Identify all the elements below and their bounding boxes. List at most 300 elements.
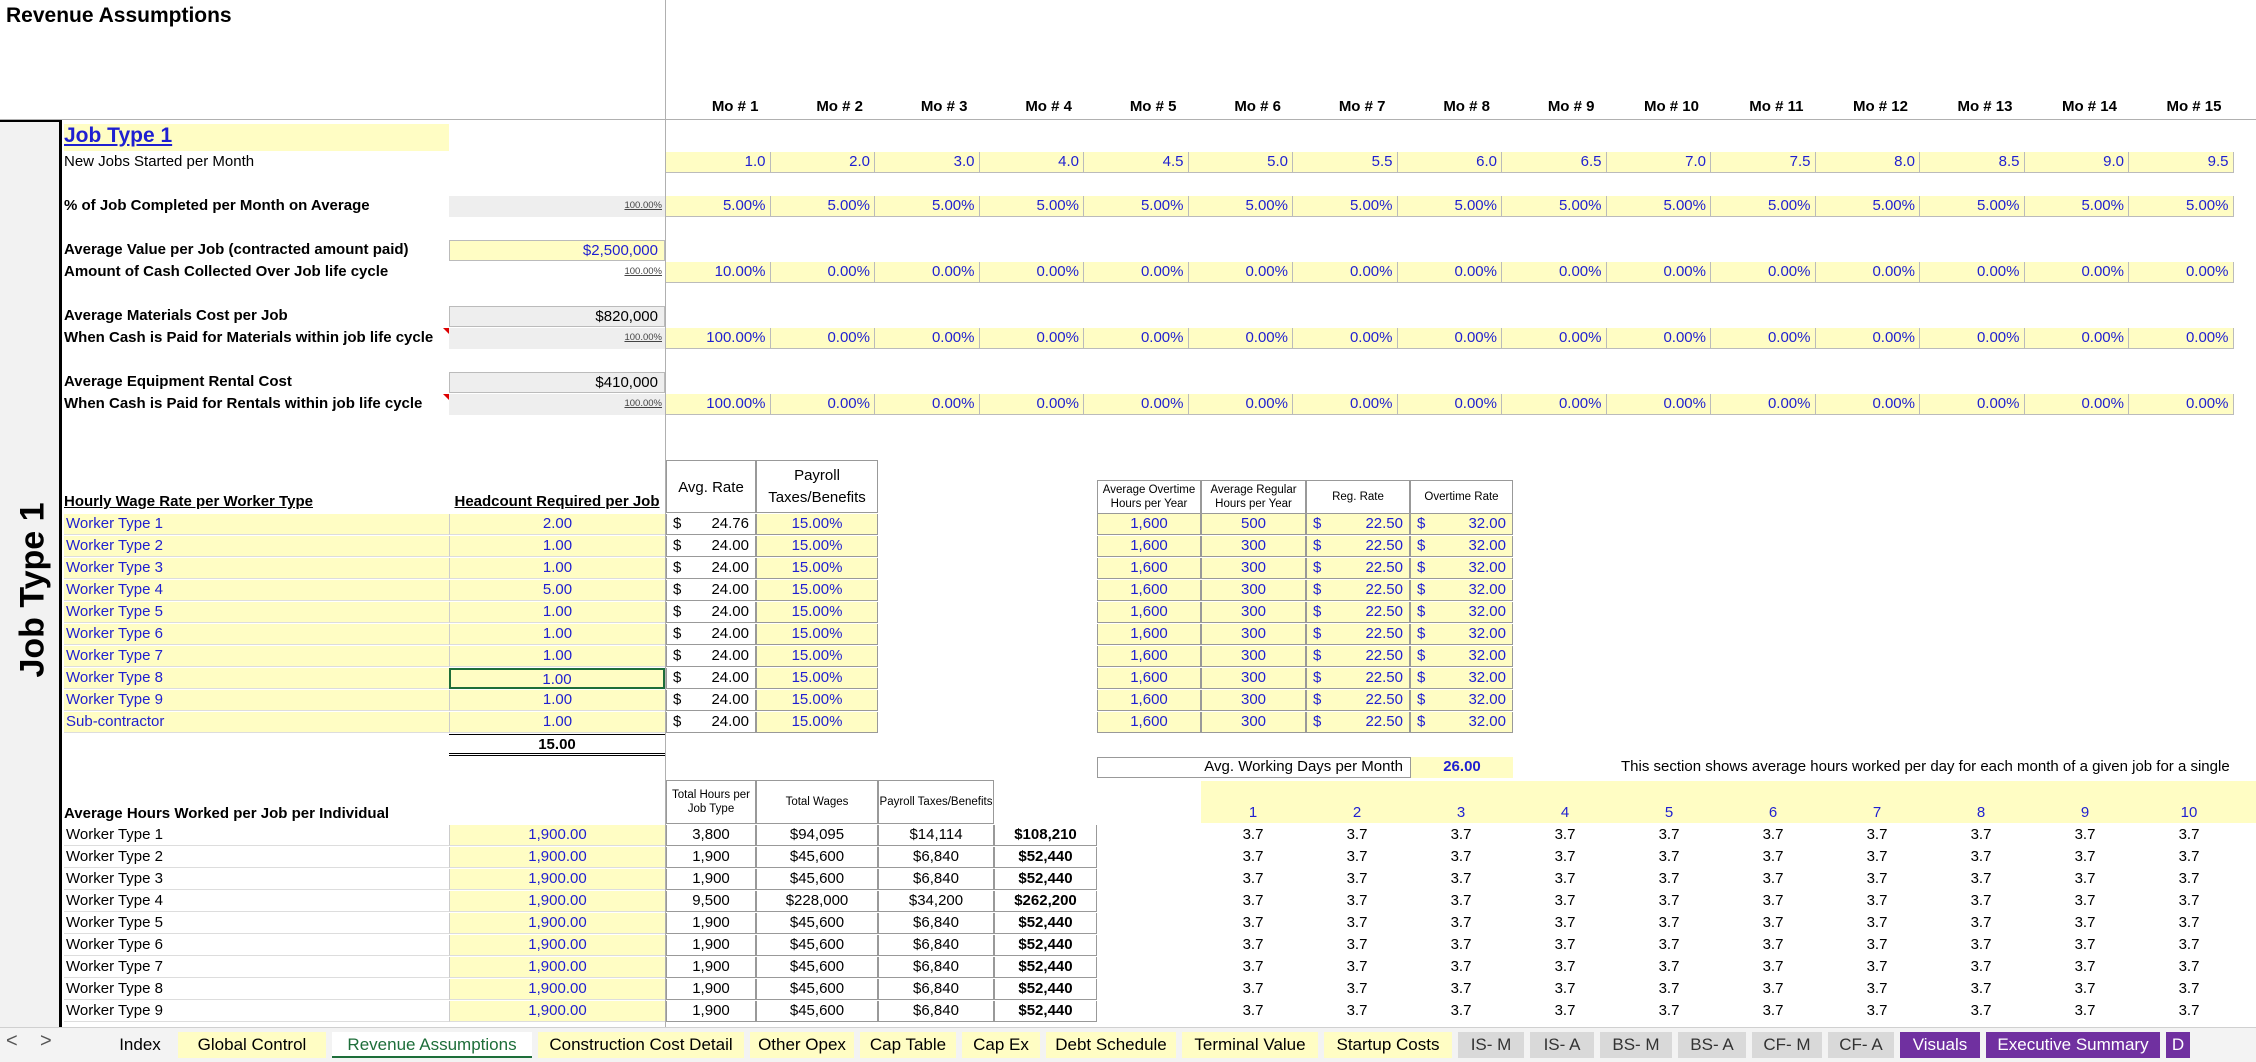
hours-worker-name: Worker Type 4 (64, 891, 449, 912)
sheet-tab[interactable]: Debt Schedule (1046, 1032, 1176, 1058)
hours-worker-name: Worker Type 6 (64, 935, 449, 956)
currency-symbol: $ (1417, 603, 1426, 620)
next-sheet-arrow[interactable]: > (40, 1030, 52, 1052)
cash-collected-cell[interactable]: 0.00% (771, 262, 876, 283)
daily-hours-cell: 3.7 (1866, 1002, 1888, 1019)
sheet-tab[interactable]: CF- M (1752, 1032, 1822, 1058)
sheet-tab[interactable]: Startup Costs (1324, 1032, 1452, 1058)
daily-hours-cell: 3.7 (1970, 958, 1992, 975)
sheet-tab[interactable]: BS- A (1678, 1032, 1746, 1058)
month-number: 9 (2080, 804, 2090, 821)
daily-hours-cell: 3.7 (2074, 1002, 2096, 1019)
overtime-rate-input[interactable] (1410, 624, 1513, 645)
materials-paid-cell[interactable]: 0.00% (1398, 328, 1503, 349)
month-header: Mo # 9 (1547, 98, 1595, 115)
daily-hours-cell: 3.7 (1554, 870, 1576, 887)
pct-completed-cell[interactable]: 5.00% (1920, 196, 2025, 217)
materials-paid-cell[interactable]: 0.00% (1816, 328, 1921, 349)
overtime-rate-input[interactable] (1410, 668, 1513, 689)
daily-hours-cell: 3.7 (1346, 1002, 1368, 1019)
new-jobs-cell[interactable]: 4.5 (1084, 152, 1189, 173)
currency-symbol: $ (1313, 559, 1322, 576)
pct-completed-cell[interactable]: 5.00% (1084, 196, 1189, 217)
daily-hours-cell: 3.7 (1970, 1002, 1992, 1019)
cash-collected-cell[interactable]: 0.00% (1293, 262, 1398, 283)
rentals-paid-cell[interactable]: 0.00% (1607, 394, 1712, 415)
new-jobs-cell[interactable]: 8.5 (1920, 152, 2025, 173)
avg-rate-cell (666, 646, 756, 667)
currency-symbol: $ (673, 713, 682, 730)
cash-collected-cell[interactable]: 0.00% (2129, 262, 2234, 283)
new-jobs-cell[interactable]: 9.5 (2129, 152, 2234, 173)
overtime-rate-input[interactable] (1410, 712, 1513, 733)
month-header: Mo # 3 (920, 98, 968, 115)
month-header: Mo # 13 (1957, 98, 2013, 115)
materials-paid-cell[interactable]: 0.00% (1084, 328, 1189, 349)
sheet-tab[interactable]: BS- M (1600, 1032, 1672, 1058)
daily-hours-cell: 3.7 (1346, 936, 1368, 953)
reg-rate-input[interactable] (1306, 668, 1410, 689)
payroll-header: Payroll Taxes/Benefits (756, 460, 878, 513)
daily-hours-cell: 3.7 (1866, 980, 1888, 997)
reg-rate-value: 22.50 (1365, 669, 1403, 686)
avg-rate-value: 24.00 (711, 669, 749, 686)
overtime-hours-input[interactable]: 1,600 (1097, 536, 1201, 557)
regular-hours-input[interactable]: 300 (1201, 558, 1306, 579)
cash-collected-cell[interactable]: 10.00% (666, 262, 771, 283)
avg-hours-input[interactable]: 1,900.00 (449, 847, 665, 868)
cash-collected-cell[interactable]: 0.00% (1502, 262, 1607, 283)
comment-marker[interactable] (443, 328, 449, 334)
worker-type-name[interactable]: Worker Type 2 (64, 536, 449, 557)
avg-hours-input[interactable]: 1,900.00 (449, 913, 665, 934)
daily-hours-cell: 3.7 (1762, 870, 1784, 887)
currency-symbol: $ (1417, 559, 1426, 576)
payroll-input[interactable]: 15.00% (756, 514, 878, 535)
sheet-tab[interactable]: IS- A (1530, 1032, 1594, 1058)
job-heading-link[interactable]: Job Type 1 (64, 124, 173, 147)
regular-hours-input[interactable]: 300 (1201, 602, 1306, 623)
payroll-input[interactable]: 15.00% (756, 580, 878, 601)
avg-hours-input[interactable]: 1,900.00 (449, 957, 665, 978)
headcount-input[interactable]: 1.00 (449, 624, 665, 645)
new-jobs-cell[interactable]: 6.5 (1502, 152, 1607, 173)
headcount-input[interactable]: 1.00 (449, 668, 665, 689)
regular-hours-input[interactable]: 300 (1201, 624, 1306, 645)
pct-completed-cell[interactable]: 5.00% (1293, 196, 1398, 217)
prev-sheet-arrow[interactable]: < (6, 1030, 18, 1052)
daily-hours-cell: 3.7 (1762, 914, 1784, 931)
payroll-input[interactable]: 15.00% (756, 712, 878, 733)
materials-paid-cell[interactable]: 0.00% (980, 328, 1085, 349)
rentals-paid-cell[interactable]: 0.00% (875, 394, 980, 415)
payroll-input[interactable]: 15.00% (756, 602, 878, 623)
avg-rate-value: 24.00 (711, 581, 749, 598)
avg-value-label: Average Value per Job (contracted amount paid) (64, 241, 409, 258)
total-hours-cell: 9,500 (666, 891, 756, 912)
overtime-hours-input[interactable]: 1,600 (1097, 558, 1201, 579)
pct-completed-cell[interactable]: 5.00% (1398, 196, 1503, 217)
new-jobs-cell[interactable]: 2.0 (771, 152, 876, 173)
daily-hours-cell: 3.7 (1554, 980, 1576, 997)
cash-collected-label: Amount of Cash Collected Over Job life cycle (64, 263, 389, 280)
materials-paid-cell[interactable]: 0.00% (771, 328, 876, 349)
reg-rate-value: 22.50 (1365, 625, 1403, 642)
avg-rate-value: 24.00 (711, 647, 749, 664)
reg-rate-input[interactable] (1306, 712, 1410, 733)
overtime-rate-input[interactable] (1410, 514, 1513, 535)
headcount-input[interactable]: 1.00 (449, 690, 665, 711)
daily-hours-cell: 3.7 (1762, 936, 1784, 953)
new-jobs-label: New Jobs Started per Month (64, 153, 255, 170)
total-cost-cell: $52,440 (994, 1001, 1097, 1022)
reg-rate-value: 22.50 (1365, 647, 1403, 664)
new-jobs-cell[interactable]: 7.5 (1711, 152, 1816, 173)
daily-hours-cell: 3.7 (1970, 870, 1992, 887)
payroll-cost-cell: $34,200 (878, 891, 994, 912)
overtime-hours-input[interactable]: 1,600 (1097, 514, 1201, 535)
daily-hours-cell: 3.7 (1554, 914, 1576, 931)
pct-completed-cell[interactable]: 5.00% (666, 196, 771, 217)
regular-hours-input[interactable]: 500 (1201, 514, 1306, 535)
regular-hours-input[interactable]: 300 (1201, 668, 1306, 689)
overtime-rate-input[interactable] (1410, 536, 1513, 557)
rentals-paid-cell[interactable]: 0.00% (1293, 394, 1398, 415)
daily-hours-cell: 3.7 (1554, 1002, 1576, 1019)
rentals-paid-cell[interactable]: 0.00% (1189, 394, 1294, 415)
headcount-input[interactable]: 2.00 (449, 514, 665, 535)
currency-symbol: $ (673, 581, 682, 598)
daily-hours-cell: 3.7 (1450, 848, 1472, 865)
avg-rate-cell (666, 690, 756, 711)
currency-symbol: $ (673, 537, 682, 554)
avg-rate-value: 24.00 (711, 603, 749, 620)
overtime-hours-input[interactable]: 1,600 (1097, 602, 1201, 623)
cash-collected-cell[interactable]: 0.00% (1084, 262, 1189, 283)
pct-completed-cell[interactable]: 5.00% (1189, 196, 1294, 217)
section-note: This section shows average hours worked per day for each month of a given job for a single (1621, 758, 2230, 775)
worker-type-name[interactable]: Worker Type 4 (64, 580, 449, 601)
overtime-hours-input[interactable]: 1,600 (1097, 668, 1201, 689)
reg-rate-input[interactable] (1306, 624, 1410, 645)
overtime-rate-input[interactable] (1410, 580, 1513, 601)
worker-type-name[interactable]: Worker Type 1 (64, 514, 449, 535)
worker-type-name[interactable]: Worker Type 3 (64, 558, 449, 579)
materials-paid-cell[interactable]: 100.00% (666, 328, 771, 349)
daily-hours-cell: 3.7 (1450, 914, 1472, 931)
cash-collected-cell[interactable]: 0.00% (1607, 262, 1712, 283)
equipment-cost-value: $410,000 (449, 372, 665, 393)
cash-collected-cell[interactable]: 0.00% (1189, 262, 1294, 283)
overtime-hours-input[interactable]: 1,600 (1097, 646, 1201, 667)
hours-worker-name: Worker Type 5 (64, 913, 449, 934)
avg-rate-cell (666, 580, 756, 601)
rentals-paid-label: When Cash is Paid for Rentals within job life cycle (64, 395, 423, 412)
cash-collected-cell[interactable]: 0.00% (875, 262, 980, 283)
materials-cost-label: Average Materials Cost per Job (64, 307, 288, 324)
sheet-title: Revenue Assumptions (6, 4, 232, 27)
currency-symbol: $ (673, 625, 682, 642)
total-hours-cell: 1,900 (666, 979, 756, 1000)
working-days-input[interactable]: 26.00 (1410, 757, 1513, 778)
new-jobs-cell[interactable]: 7.0 (1607, 152, 1712, 173)
payroll-input[interactable]: 15.00% (756, 690, 878, 711)
materials-paid-cell[interactable]: 0.00% (875, 328, 980, 349)
currency-symbol: $ (1313, 515, 1322, 532)
total-wages-cell: $45,600 (756, 847, 878, 868)
materials-paid-cell[interactable]: 0.00% (2025, 328, 2130, 349)
rentals-paid-cell[interactable]: 0.00% (1502, 394, 1607, 415)
side-label: Job Type 1 (13, 502, 52, 678)
reg-rate-input[interactable] (1306, 646, 1410, 667)
overtime-rate-value: 32.00 (1468, 647, 1506, 664)
rentals-paid-cell[interactable]: 0.00% (771, 394, 876, 415)
daily-hours-cell: 3.7 (2178, 958, 2200, 975)
materials-paid-cell[interactable]: 0.00% (1711, 328, 1816, 349)
worker-type-name[interactable]: Worker Type 8 (64, 668, 449, 689)
month-header: Mo # 8 (1443, 98, 1490, 115)
currency-symbol: $ (1313, 669, 1322, 686)
cash-collected-cell[interactable]: 0.00% (1816, 262, 1921, 283)
rentals-paid-cell[interactable]: 0.00% (1084, 394, 1189, 415)
avg-hours-input[interactable]: 1,900.00 (449, 979, 665, 1000)
materials-paid-cell[interactable]: 0.00% (1502, 328, 1607, 349)
sheet-tab[interactable]: Cap Table (860, 1032, 956, 1058)
new-jobs-cell[interactable]: 3.0 (875, 152, 980, 173)
cash-collected-cell[interactable]: 0.00% (1920, 262, 2025, 283)
rentals-paid-cell[interactable]: 0.00% (1711, 394, 1816, 415)
daily-hours-cell: 3.7 (1970, 892, 1992, 909)
reg-rate-input[interactable] (1306, 558, 1410, 579)
avg-rate-value: 24.00 (711, 625, 749, 642)
new-jobs-cell[interactable]: 8.0 (1816, 152, 1921, 173)
pct-completed-cell[interactable]: 5.00% (1502, 196, 1607, 217)
rentals-paid-cell[interactable]: 0.00% (2129, 394, 2234, 415)
sheet-tab[interactable]: Executive Summary (1986, 1032, 2160, 1058)
month-number: 4 (1560, 804, 1570, 821)
rentals-paid-cell[interactable]: 0.00% (980, 394, 1085, 415)
pct-completed-cell[interactable]: 5.00% (1711, 196, 1816, 217)
overtime-hours-input[interactable]: 1,600 (1097, 690, 1201, 711)
currency-symbol: $ (1313, 581, 1322, 598)
sheet-tab[interactable]: Cap Ex (962, 1032, 1040, 1058)
pct-completed-cell[interactable]: 5.00% (2025, 196, 2130, 217)
new-jobs-cell[interactable]: 9.0 (2025, 152, 2130, 173)
month-number: 8 (1976, 804, 1986, 821)
currency-symbol: $ (1417, 515, 1426, 532)
currency-symbol: $ (1417, 669, 1426, 686)
month-header: Mo # 12 (1852, 98, 1908, 115)
rentals-paid-cell[interactable]: 0.00% (1816, 394, 1921, 415)
hours-header: Total Wages (756, 780, 878, 824)
pct-completed-cell[interactable]: 5.00% (2129, 196, 2234, 217)
currency-symbol: $ (673, 559, 682, 576)
headcount-input[interactable]: 1.00 (449, 712, 665, 733)
avg-hours-input[interactable]: 1,900.00 (449, 1001, 665, 1022)
cash-collected-cell[interactable]: 0.00% (1711, 262, 1816, 283)
currency-symbol: $ (1313, 713, 1322, 730)
reg-rate-input[interactable] (1306, 536, 1410, 557)
daily-hours-cell: 3.7 (2178, 936, 2200, 953)
working-days-label: Avg. Working Days per Month (1204, 758, 1403, 775)
materials-paid-cell[interactable]: 0.00% (1607, 328, 1712, 349)
reg-rate-input[interactable] (1306, 690, 1410, 711)
daily-hours-cell: 3.7 (2074, 936, 2096, 953)
daily-hours-cell: 3.7 (1658, 826, 1680, 843)
month-header: Mo # 6 (1234, 98, 1281, 115)
regular-hours-input[interactable]: 300 (1201, 646, 1306, 667)
regular-hours-input[interactable]: 300 (1201, 712, 1306, 733)
cash-collected-cell[interactable]: 0.00% (1398, 262, 1503, 283)
daily-hours-cell: 3.7 (1970, 980, 1992, 997)
headcount-input[interactable]: 1.00 (449, 536, 665, 557)
worker-type-name[interactable]: Sub-contractor (64, 712, 449, 733)
new-jobs-cell[interactable]: 5.5 (1293, 152, 1398, 173)
hours-worker-name: Worker Type 2 (64, 847, 449, 868)
payroll-input[interactable]: 15.00% (756, 668, 878, 689)
month-number: 6 (1768, 804, 1778, 821)
currency-symbol: $ (1417, 581, 1426, 598)
currency-symbol: $ (1313, 647, 1322, 664)
payroll-input[interactable]: 15.00% (756, 558, 878, 579)
total-wages-cell: $45,600 (756, 957, 878, 978)
daily-hours-cell: 3.7 (1658, 936, 1680, 953)
daily-hours-cell: 3.7 (1346, 958, 1368, 975)
overtime-rate-value: 32.00 (1468, 515, 1506, 532)
equipment-cost-label: Average Equipment Rental Cost (64, 373, 292, 390)
daily-hours-cell: 3.7 (1554, 958, 1576, 975)
rentals-paid-cell[interactable]: 0.00% (2025, 394, 2130, 415)
pct-completed-cell[interactable]: 5.00% (980, 196, 1085, 217)
avg-rate-cell (666, 624, 756, 645)
overtime-rate-input[interactable] (1410, 558, 1513, 579)
overtime-rate-value: 32.00 (1468, 559, 1506, 576)
headcount-input[interactable]: 1.00 (449, 646, 665, 667)
daily-hours-cell: 3.7 (1866, 848, 1888, 865)
overtime-rate-input[interactable] (1410, 646, 1513, 667)
reg-rate-input[interactable] (1306, 514, 1410, 535)
materials-paid-cell[interactable]: 0.00% (1189, 328, 1294, 349)
currency-symbol: $ (1417, 713, 1426, 730)
month-header: Mo # 1 (711, 98, 759, 115)
overtime-hours-input[interactable]: 1,600 (1097, 624, 1201, 645)
sheet-tab[interactable]: D (2166, 1032, 2190, 1058)
month-header: Mo # 5 (1129, 98, 1177, 115)
cash-collected-cell[interactable]: 0.00% (2025, 262, 2130, 283)
new-jobs-cell[interactable]: 1.0 (666, 152, 771, 173)
avg-hours-input[interactable]: 1,900.00 (449, 869, 665, 890)
avg-hours-input[interactable]: 1,900.00 (449, 825, 665, 846)
sheet-tab[interactable]: Revenue Assumptions (332, 1032, 532, 1058)
regular-hours-input[interactable]: 300 (1201, 580, 1306, 601)
currency-symbol: $ (1417, 691, 1426, 708)
overtime-rate-input[interactable] (1410, 602, 1513, 623)
headcount-input[interactable]: 5.00 (449, 580, 665, 601)
sheet-tab[interactable]: Global Control (178, 1032, 326, 1058)
materials-paid-cell[interactable]: 0.00% (1920, 328, 2025, 349)
reg-rate-value: 22.50 (1365, 515, 1403, 532)
total-hours-cell: 1,900 (666, 957, 756, 978)
sheet-tab[interactable]: Index (119, 1035, 161, 1054)
sheet-tab[interactable]: Terminal Value (1182, 1032, 1318, 1058)
total-hours-cell: 1,900 (666, 847, 756, 868)
overtime-rate-value: 32.00 (1468, 625, 1506, 642)
rentals-paid-cell[interactable]: 0.00% (1398, 394, 1503, 415)
overtime-header: Reg. Rate (1306, 480, 1410, 514)
pct-completed-cell[interactable]: 5.00% (875, 196, 980, 217)
month-header: Mo # 11 (1749, 98, 1804, 115)
payroll-input[interactable]: 15.00% (756, 624, 878, 645)
sheet-tab-bar (0, 1027, 2256, 1062)
daily-hours-cell: 3.7 (1554, 848, 1576, 865)
pct-completed-cell[interactable]: 5.00% (771, 196, 876, 217)
reg-rate-input[interactable] (1306, 580, 1410, 601)
avg-rate-value: 24.00 (711, 691, 749, 708)
sheet-tab[interactable]: Visuals (1900, 1032, 1980, 1058)
daily-hours-cell: 3.7 (2074, 870, 2096, 887)
new-jobs-cell[interactable]: 5.0 (1189, 152, 1294, 173)
headcount-input[interactable]: 1.00 (449, 602, 665, 623)
worker-type-name[interactable]: Worker Type 6 (64, 624, 449, 645)
materials-paid-cell[interactable]: 0.00% (1293, 328, 1398, 349)
regular-hours-input[interactable]: 300 (1201, 536, 1306, 557)
new-jobs-cell[interactable]: 4.0 (980, 152, 1085, 173)
daily-hours-cell: 3.7 (1762, 892, 1784, 909)
daily-hours-cell: 3.7 (2074, 958, 2096, 975)
headcount-input[interactable]: 1.00 (449, 558, 665, 579)
total-hours-cell: 3,800 (666, 825, 756, 846)
overtime-rate-value: 32.00 (1468, 713, 1506, 730)
total-hours-cell: 1,900 (666, 935, 756, 956)
daily-hours-cell: 3.7 (1242, 848, 1264, 865)
overtime-hours-input[interactable]: 1,600 (1097, 580, 1201, 601)
avg-hours-input[interactable]: 1,900.00 (449, 935, 665, 956)
overtime-rate-input[interactable] (1410, 690, 1513, 711)
rentals-paid-cell[interactable]: 0.00% (1920, 394, 2025, 415)
daily-hours-cell: 3.7 (2178, 1002, 2200, 1019)
payroll-input[interactable]: 15.00% (756, 536, 878, 557)
worker-type-name[interactable]: Worker Type 5 (64, 602, 449, 623)
daily-hours-cell: 3.7 (1970, 936, 1992, 953)
new-jobs-cell[interactable]: 6.0 (1398, 152, 1503, 173)
worker-type-name[interactable]: Worker Type 9 (64, 690, 449, 711)
sheet-tab[interactable]: Other Opex (750, 1032, 854, 1058)
payroll-input[interactable]: 15.00% (756, 646, 878, 667)
daily-hours-cell: 3.7 (1242, 870, 1264, 887)
daily-hours-cell: 3.7 (1346, 980, 1368, 997)
rentals-paid-cell[interactable]: 100.00% (666, 394, 771, 415)
daily-hours-cell: 3.7 (1866, 870, 1888, 887)
reg-rate-value: 22.50 (1365, 603, 1403, 620)
pct-completed-cell[interactable]: 5.00% (1607, 196, 1712, 217)
cash-collected-cell[interactable]: 0.00% (980, 262, 1085, 283)
pct-completed-cell[interactable]: 5.00% (1816, 196, 1921, 217)
materials-paid-cell[interactable]: 0.00% (2129, 328, 2234, 349)
daily-hours-cell: 3.7 (1450, 936, 1472, 953)
payroll-cost-cell: $6,840 (878, 957, 994, 978)
reg-rate-input[interactable] (1306, 602, 1410, 623)
avg-value-input[interactable]: $2,500,000 (449, 240, 665, 261)
worker-type-name[interactable]: Worker Type 7 (64, 646, 449, 667)
sheet-tab[interactable]: Construction Cost Detail (538, 1032, 744, 1058)
sheet-tab[interactable]: IS- M (1458, 1032, 1524, 1058)
sheet-tab[interactable]: CF- A (1828, 1032, 1894, 1058)
reg-rate-value: 22.50 (1365, 713, 1403, 730)
avg-hours-input[interactable]: 1,900.00 (449, 891, 665, 912)
comment-marker[interactable] (443, 394, 449, 400)
regular-hours-input[interactable]: 300 (1201, 690, 1306, 711)
overtime-hours-input[interactable]: 1,600 (1097, 712, 1201, 733)
